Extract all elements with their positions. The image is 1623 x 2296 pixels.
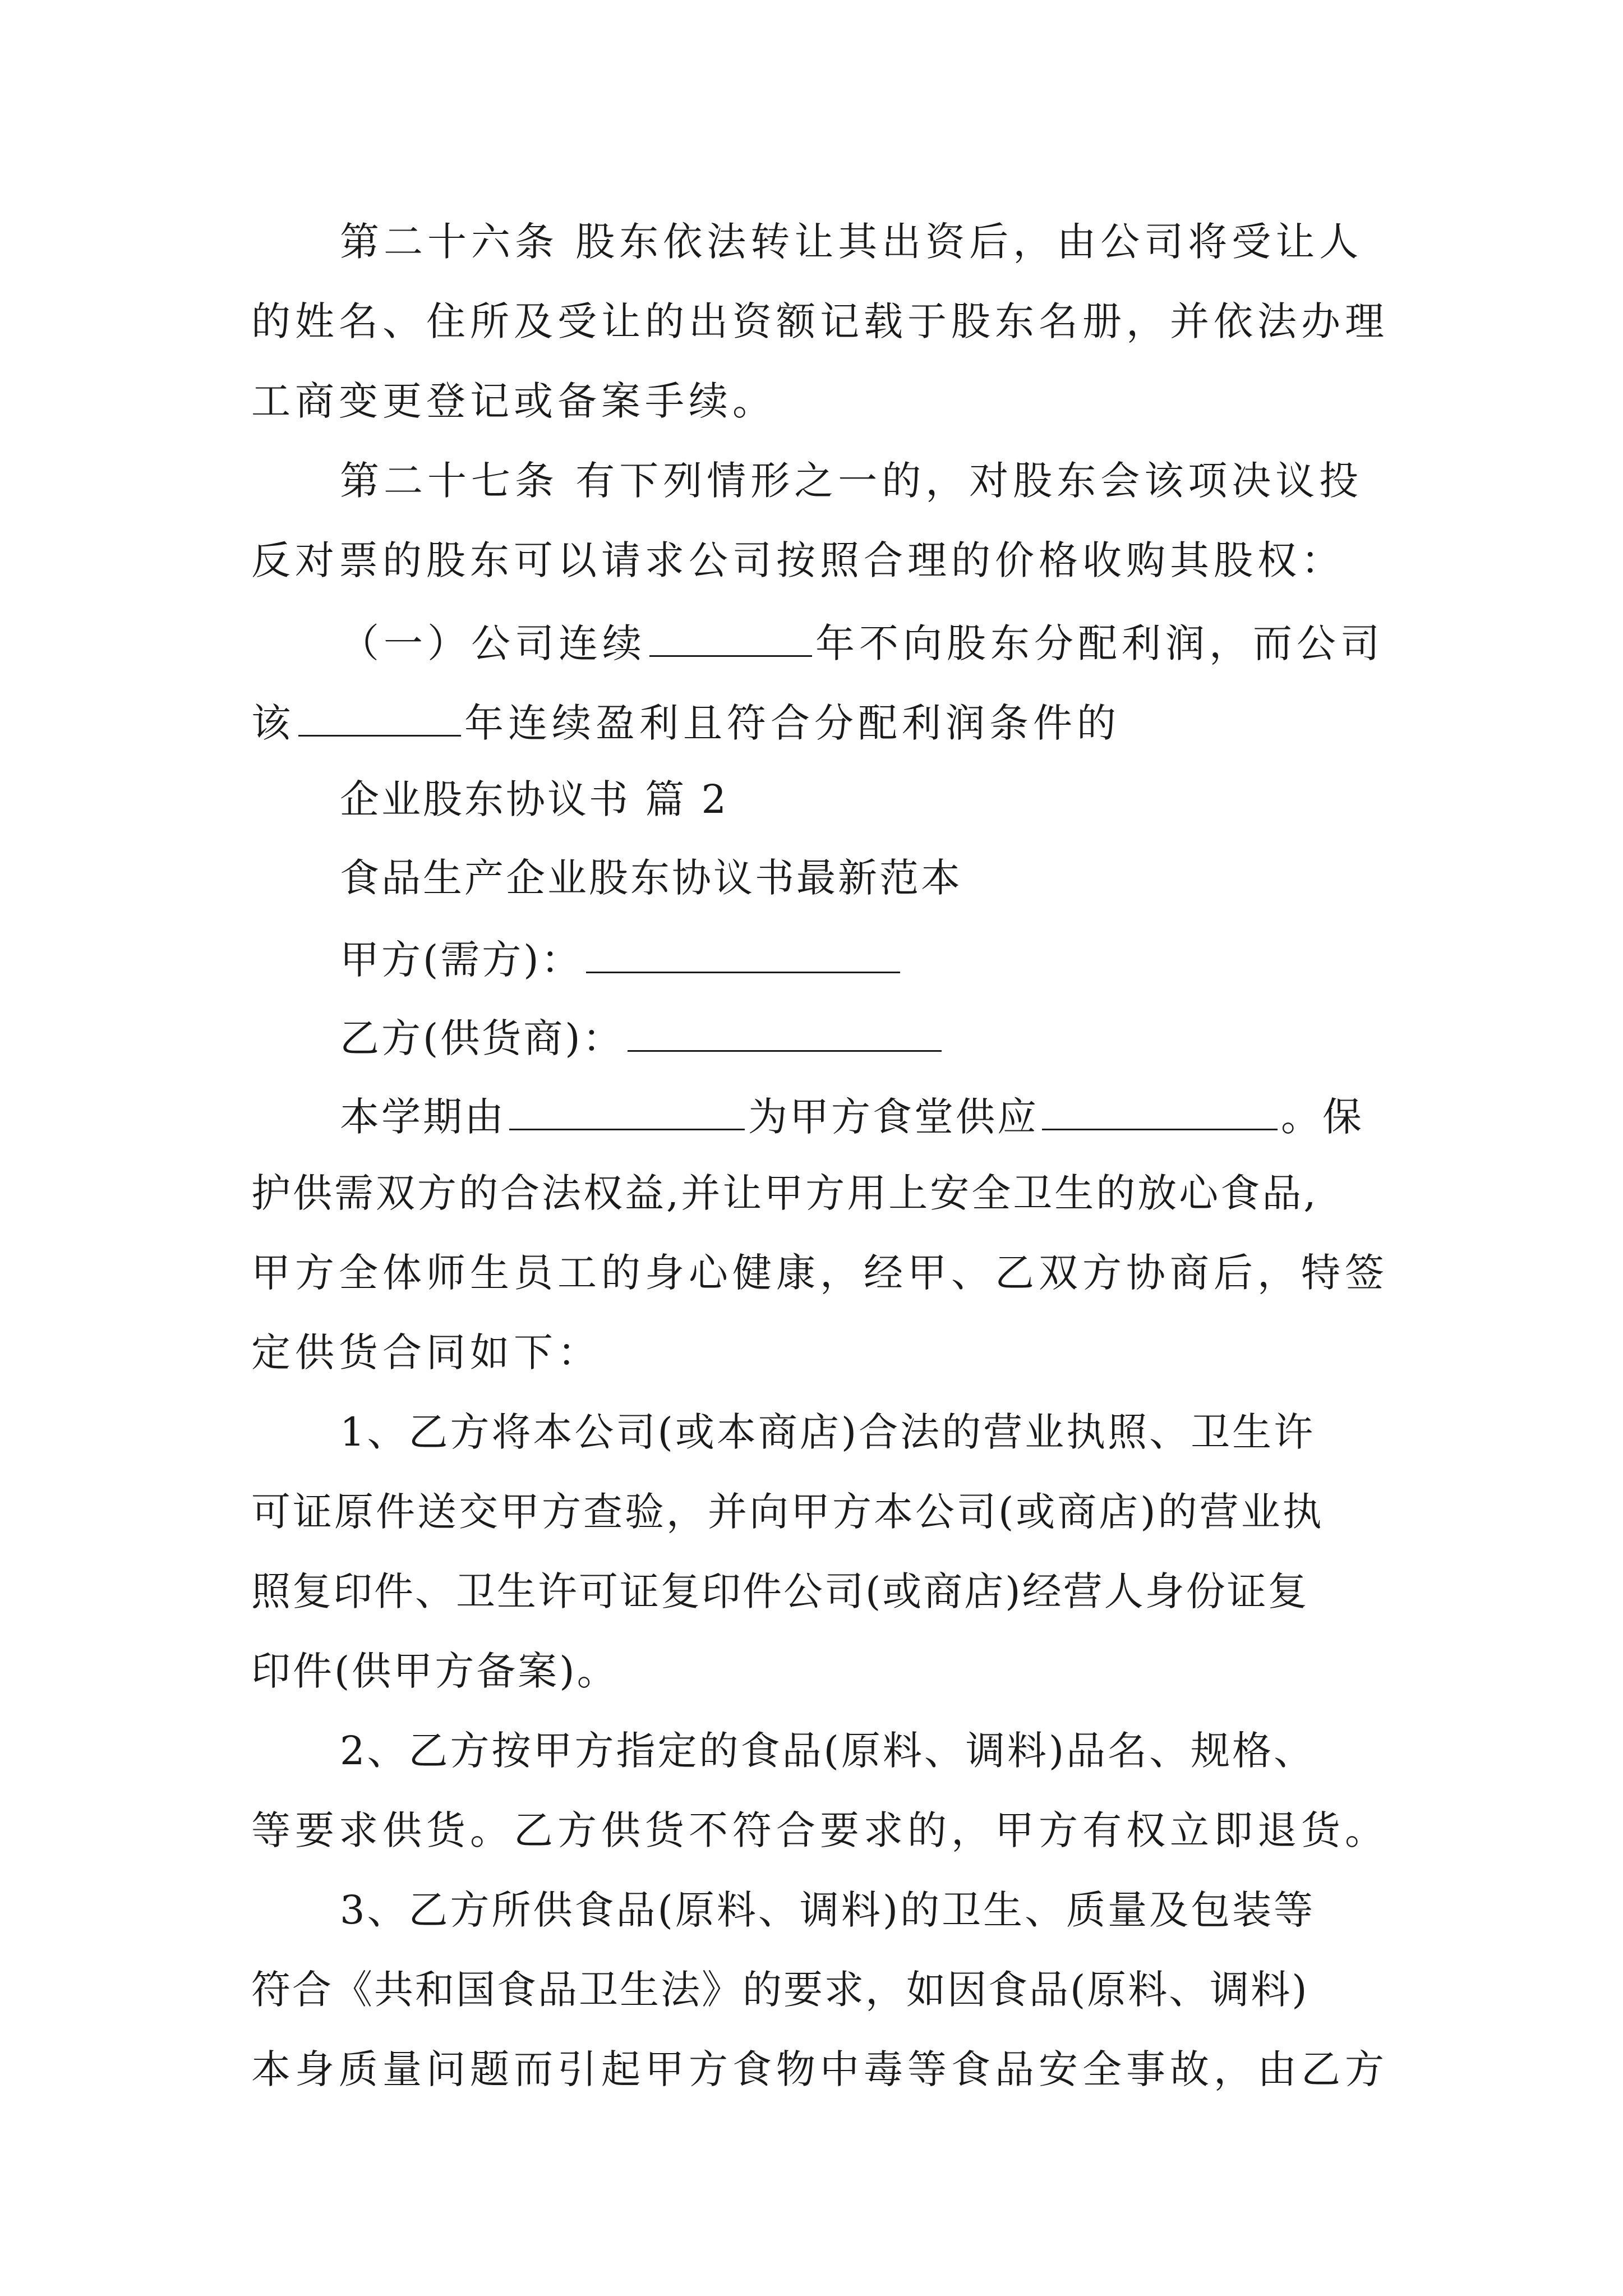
intro-text-a: 本学期由 bbox=[340, 1094, 506, 1140]
item-1-line-4: 印件(供甲方备案)。 bbox=[251, 1648, 619, 1694]
article-26-line-3: 工商变更登记或备案手续。 bbox=[251, 378, 776, 424]
blank-field bbox=[298, 700, 461, 737]
item-2-line-1: 2、乙方按甲方指定的食品(原料、调料)品名、规格、 bbox=[340, 1728, 1316, 1774]
blank-field bbox=[509, 1094, 745, 1130]
party-b-label: 乙方(供货商)： bbox=[340, 1015, 624, 1061]
intro-text-b: 为甲方食堂供应 bbox=[748, 1094, 1039, 1140]
article-26-line-1: 第二十六条 股东依法转让其出资后，由公司将受让人 bbox=[340, 219, 1363, 265]
blank-field bbox=[649, 620, 812, 657]
item-1-line-2: 可证原件送交甲方查验，并向甲方本公司(或商店)的营业执 bbox=[251, 1489, 1324, 1535]
party-b-blank bbox=[628, 1015, 942, 1052]
contract-title: 食品生产企业股东协议书最新范本 bbox=[340, 855, 962, 901]
party-a-blank bbox=[586, 937, 900, 973]
party-b-line bbox=[340, 1015, 945, 1061]
clause-1-line-1 bbox=[340, 620, 1384, 666]
article-26-line-2: 的姓名、住所及受让的出资额记载于股东名册，并依法办理 bbox=[251, 298, 1389, 344]
party-a-line bbox=[340, 937, 903, 983]
clause-1-text-d: 年连续盈利且符合分配利润条件的 bbox=[464, 700, 1121, 746]
intro-line-2: 护供需双方的合法权益,并让甲方用上安全卫生的放心食品, bbox=[251, 1170, 1318, 1216]
item-1-line-3: 照复印件、卫生许可证复印件公司(或商店)经营人身份证复 bbox=[251, 1568, 1309, 1614]
item-1-line-1: 1、乙方将本公司(或本商店)合法的营业执照、卫生许 bbox=[340, 1409, 1316, 1455]
clause-1-text-b: 年不向股东分配利润，而公司 bbox=[815, 620, 1384, 666]
clause-1-text-a: （一）公司连续 bbox=[340, 620, 646, 666]
clause-1-text-c: 该 bbox=[251, 700, 295, 746]
section-heading: 企业股东协议书 篇 2 bbox=[340, 776, 729, 822]
blank-field bbox=[1042, 1094, 1278, 1130]
item-3-line-3: 本身质量问题而引起甲方食物中毒等食品安全事故，由乙方 bbox=[251, 2046, 1389, 2092]
intro-line-1 bbox=[340, 1094, 1364, 1140]
item-3-line-2: 符合《共和国食品卫生法》的要求，如因食品(原料、调料) bbox=[251, 1967, 1309, 2013]
intro-line-3: 甲方全体师生员工的身心健康，经甲、乙双方协商后，特签 bbox=[251, 1250, 1389, 1296]
intro-line-4: 定供货合同如下： bbox=[251, 1329, 601, 1375]
party-a-label: 甲方(需方)： bbox=[340, 937, 583, 983]
item-2-line-2: 等要求供货。乙方供货不符合要求的，甲方有权立即退货。 bbox=[251, 1807, 1389, 1853]
article-27-line-1: 第二十七条 有下列情形之一的，对股东会该项决议投 bbox=[340, 458, 1363, 504]
intro-text-c: 。保 bbox=[1281, 1094, 1364, 1140]
item-3-line-1: 3、乙方所供食品(原料、调料)的卫生、质量及包装等 bbox=[340, 1887, 1316, 1933]
clause-1-line-2 bbox=[251, 700, 1121, 746]
article-27-line-2: 反对票的股东可以请求公司按照合理的价格收购其股权： bbox=[251, 537, 1345, 583]
